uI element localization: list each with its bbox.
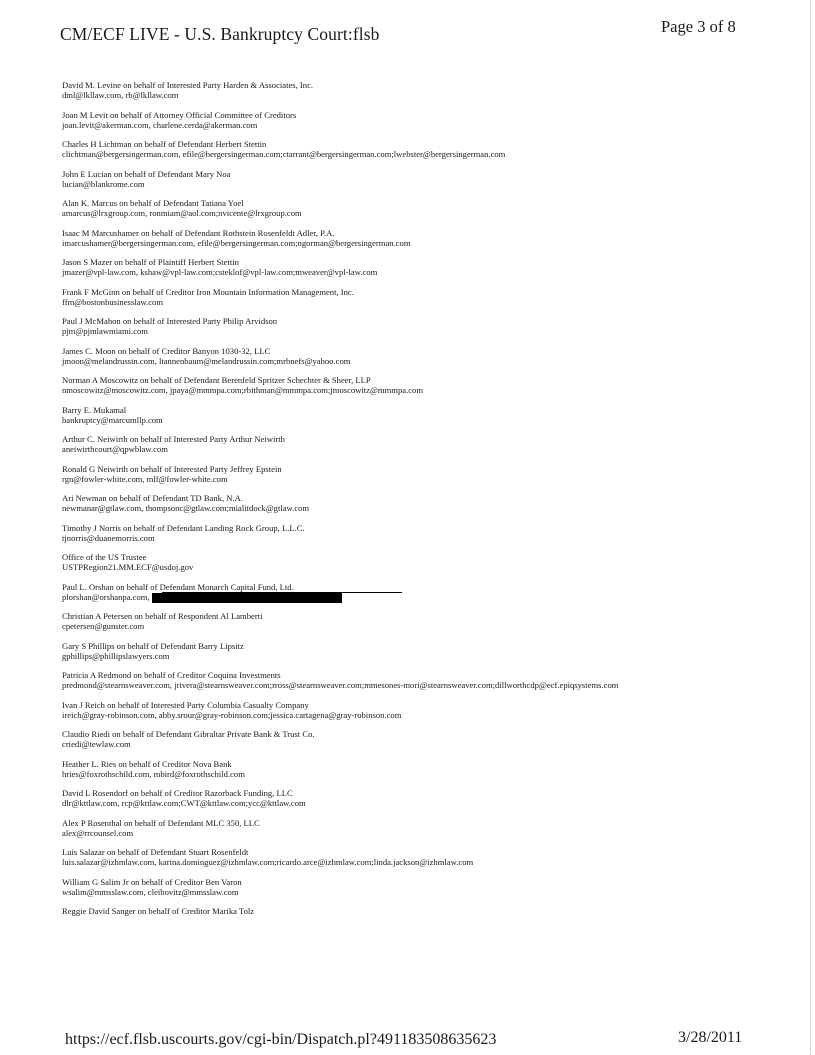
recipient-email: predmond@stearnsweaver.com, jrivera@stearnsweaver.com;rross@stearnsweaver.com;mmesones-mori@stearnsweaver.com;dillworthcdp@ecf.epiqsystems.com — [62, 680, 619, 690]
list-item — [62, 228, 807, 258]
redaction-bar — [152, 593, 342, 603]
list-item — [62, 552, 807, 582]
list-item — [62, 405, 807, 435]
recipient-email: wsalim@mmsslaw.com, cleibovitz@mmsslaw.com — [62, 886, 239, 897]
page-number: Page 3 of 8 — [661, 17, 736, 36]
recipient-email: jmazer@vpl-law.com, kshaw@vpl-law.com;csteklof@vpl-law.com;mweaver@vpl-law.com — [62, 267, 378, 277]
recipient-email: jmoon@melandrussin.com, ltannenbaum@melandrussin.com;mrbnefs@yahoo.com — [62, 355, 351, 366]
list-item — [62, 877, 807, 907]
recipient-email: clichtman@bergersingerman.com, efile@bergersingerman.com;ctarrant@bergersingerman.com;lwebster@bergersingerman.com — [62, 149, 506, 159]
recipient-name: Ronald G Neiwirth on behalf of Interested Party Jeffrey Epstein — [62, 463, 282, 474]
recipient-email: luis.salazar@izhmlaw.com, karina.dominguez@izhmlaw.com;ricardo.arce@izhmlaw.com;linda.jackson@izhmlaw.com — [62, 857, 474, 867]
recipient-email: aneiwirthcourt@qpwblaw.com — [62, 444, 168, 454]
list-item — [62, 434, 807, 464]
recipient-email: alex@rrcounsel.com — [62, 827, 134, 838]
recipient-name: Frank F McGinn on behalf of Creditor Iron Mountain Information Management, Inc. — [62, 286, 354, 297]
recipient-email: gphillips@phillipslawyers.com — [62, 650, 170, 661]
recipient-name: Patricia A Redmond on behalf of Creditor Coquina Investments — [62, 670, 281, 680]
list-item — [62, 700, 807, 730]
list-item — [62, 375, 807, 405]
scan-edge — [809, 0, 811, 1055]
recipient-name: William G Salim Jr on behalf of Creditor Ben Varon — [62, 876, 242, 887]
list-item — [62, 670, 807, 700]
recipient-name: Gary S Phillips on behalf of Defendant Barry Lipsitz — [62, 640, 244, 651]
list-item — [62, 80, 807, 110]
recipient-name: Alan K. Marcus on behalf of Defendant Tatiana Yoel — [62, 198, 244, 208]
recipient-email: lucian@blankrome.com — [62, 178, 145, 189]
recipient-email: hries@foxrothschild.com, mbird@foxrothschild.com — [62, 768, 245, 779]
recipient-name: Barry E. Mukamal — [62, 404, 127, 415]
list-item — [62, 110, 807, 140]
recipient-name: Jason S Mazer on behalf of Plaintiff Herbert Stettin — [62, 257, 239, 267]
recipient-name: Paul L. Orshan on behalf of Defendant Monarch Capital Fund, Ltd. — [62, 581, 294, 592]
recipient-name: Arthur C. Neiwirth on behalf of Interested Party Arthur Neiwirth — [62, 434, 285, 444]
recipient-name: Isaac M Marcushamer on behalf of Defendant Rothstein Rosenfeldt Adler, P.A. — [62, 227, 335, 238]
recipient-name: James C. Moon on behalf of Creditor Banyon 1030-32, LLC — [62, 345, 271, 356]
recipient-name: Ivan J Reich on behalf of Interested Party Columbia Casualty Company — [62, 699, 309, 710]
recipient-name: Ari Newman on behalf of Defendant TD Bank, N.A. — [62, 493, 243, 503]
recipient-name: David M. Levine on behalf of Interested Party Harden & Associates, Inc. — [62, 80, 314, 90]
recipient-email: rgn@fowler-white.com, mlf@fowler-white.com — [62, 473, 228, 484]
recipient-email: bankruptcy@marcumllp.com — [62, 414, 163, 425]
recipient-email: joan.levit@akerman.com, charlene.cerda@akerman.com — [62, 119, 258, 130]
list-item — [62, 287, 807, 317]
list-item — [62, 316, 807, 346]
footer-url: https://ecf.flsb.uscourts.gov/cgi-bin/Dispatch.pl?491183508635623 — [65, 1031, 497, 1048]
redaction-underline — [162, 583, 402, 593]
list-item — [62, 523, 807, 553]
recipient-name: Timothy J Norris on behalf of Defendant Landing Rock Group, L.L.C. — [62, 522, 305, 533]
recipient-name-redacted — [62, 582, 807, 592]
recipient-name: Joan M Levit on behalf of Attorney Official Committee of Creditors — [62, 109, 297, 120]
recipient-name: Office of the US Trustee — [62, 552, 147, 562]
list-item — [62, 759, 807, 789]
notice-recipient-list — [62, 80, 807, 936]
list-item — [62, 906, 807, 936]
recipient-email: ffm@bostonbusinesslaw.com — [62, 296, 164, 307]
list-item — [62, 729, 807, 759]
recipient-email: nmoscowitz@moscowitz.com, jpaya@mmmpa.com;rbithman@mmmpa.com;jmoscowitz@mmmpa.com — [62, 385, 424, 395]
recipient-email: criedi@tewlaw.com — [62, 739, 131, 749]
recipient-name: David L Rosendorf on behalf of Creditor Razorback Funding, LLC — [62, 788, 293, 798]
recipient-name: Heather L. Ries on behalf of Creditor Nova Bank — [62, 758, 232, 769]
recipient-email: amarcus@lrxgroup.com, ronmiam@aol.com;nvicente@lrxgroup.com — [62, 208, 302, 218]
recipient-name: Reggie David Sanger on behalf of Creditor Marika Tolz — [62, 906, 255, 916]
list-item — [62, 611, 807, 641]
list-item — [62, 641, 807, 671]
recipient-email: pjm@pjmlawmiami.com — [62, 326, 148, 336]
recipient-name: Claudio Riedi on behalf of Defendant Gibraltar Private Bank & Trust Co. — [62, 729, 315, 739]
list-item — [62, 788, 807, 818]
list-item — [62, 139, 807, 169]
page-title: CM/ECF LIVE - U.S. Bankruptcy Court:flsb — [60, 24, 380, 44]
recipient-name: Norman A Moscowitz on behalf of Defendant Berenfeld Spritzer Schechter & Sheer, LLP — [62, 375, 371, 385]
recipient-email: ireich@gray-robinson.com, abby.srour@gray-robinson.com;jessica.cartagena@gray-robinson.com — [62, 709, 402, 720]
footer-date: 3/28/2011 — [678, 1029, 743, 1046]
list-item — [62, 493, 807, 523]
recipient-email: cpetersen@gunster.com — [62, 621, 145, 631]
recipient-name: John E Lucian on behalf of Defendant Mary Noa — [62, 168, 231, 179]
list-item — [62, 582, 807, 612]
list-item — [62, 818, 807, 848]
list-item — [62, 169, 807, 199]
list-item — [62, 346, 807, 376]
recipient-email: dml@lkllaw.com, rb@lkllaw.com — [62, 90, 179, 100]
recipient-email: dlr@kttlaw.com, rcp@kttlaw.com;CWT@kttlaw.com;ycc@kttlaw.com — [62, 798, 306, 808]
recipient-email-row — [62, 592, 807, 603]
recipient-email: tjnorris@duanemorris.com — [62, 532, 155, 543]
recipient-name: Charles H Lichtman on behalf of Defendant Herbert Stettin — [62, 139, 267, 149]
recipient-name: Luis Salazar on behalf of Defendant Stuart Rosenfeldt — [62, 847, 249, 857]
recipient-name: Christian A Petersen on behalf of Respondent Al Lamberti — [62, 611, 263, 621]
recipient-name: Alex P Rosenthal on behalf of Defendant MLC 350, LLC — [62, 817, 260, 828]
recipient-email: USTPRegion21.MM.ECF@usdoj.gov — [62, 562, 194, 572]
recipient-email: newmanar@gtlaw.com, thompsonc@gtlaw.com;mialitdock@gtlaw.com — [62, 503, 310, 513]
recipient-email: plorshan@orshanpa.com, — [62, 591, 150, 602]
list-item — [62, 257, 807, 287]
list-item — [62, 464, 807, 494]
recipient-name: Paul J McMahon on behalf of Interested Party Philip Arvidson — [62, 316, 278, 326]
list-item — [62, 198, 807, 228]
recipient-email: imarcushamer@bergersingerman.com, efile@bergersingerman.com;ngorman@bergersingerman.com — [62, 237, 411, 248]
list-item — [62, 847, 807, 877]
